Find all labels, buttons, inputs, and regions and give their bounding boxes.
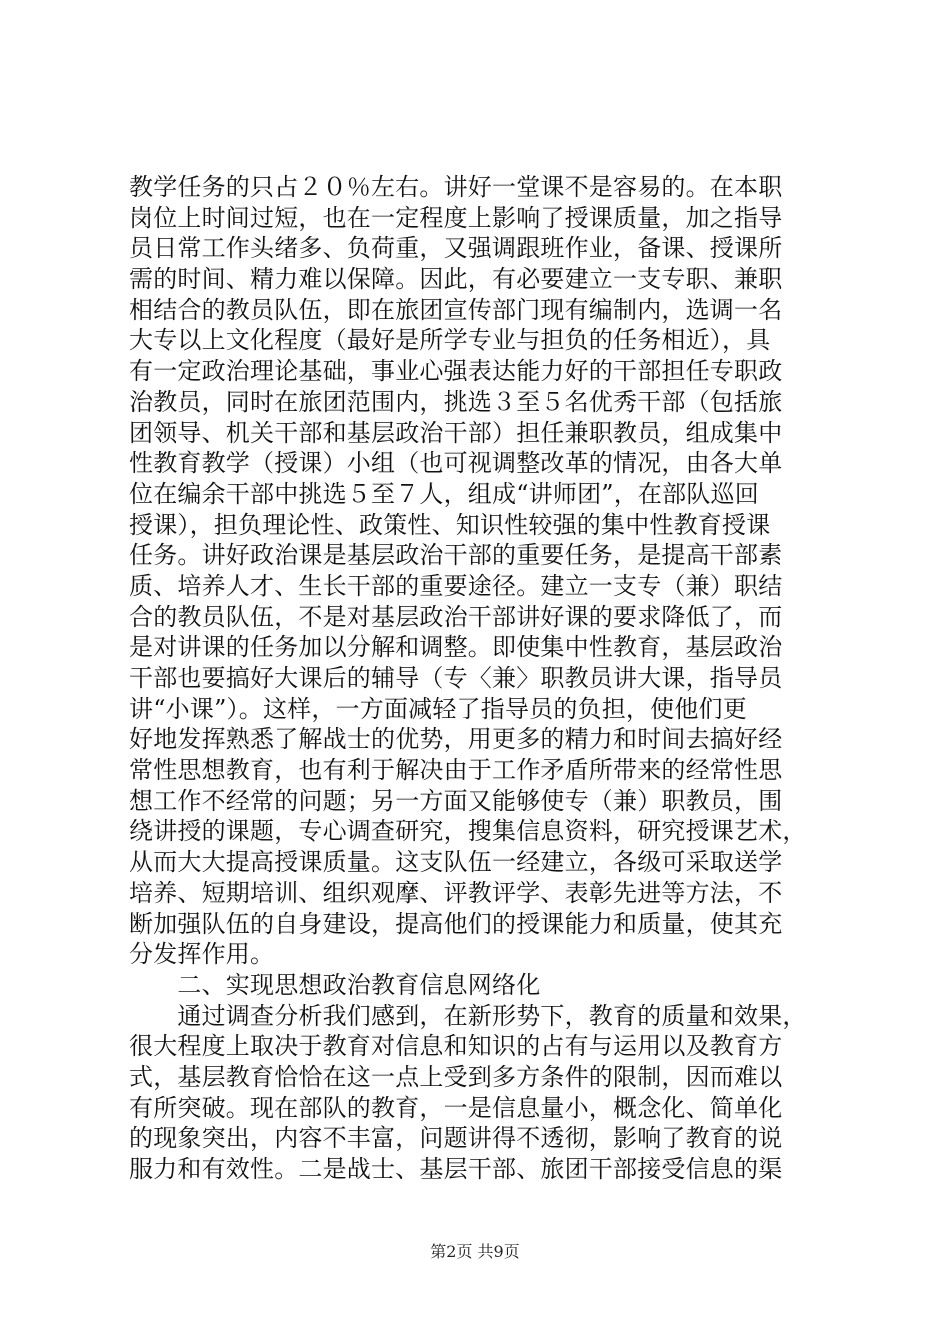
text-line: 相结合的教员队伍，即在旅团宣传部门现有编制内，选调一名 xyxy=(129,295,783,324)
text-line: 岗位上时间过短，也在一定程度上影响了授课质量，加之指导 xyxy=(129,203,783,232)
text-line: 想工作不经常的问题；另一方面又能够使专（兼）职教员，围 xyxy=(129,786,783,815)
page-footer: 第2页 共9页 xyxy=(430,1242,520,1261)
text-line: 常性思想教育，也有利于解决由于工作矛盾所带来的经常性思 xyxy=(129,756,783,785)
text-line: 需的时间、精力难以保障。因此，有必要建立一支专职、兼职 xyxy=(129,265,783,294)
text-line: 性教育教学（授课）小组（也可视调整改革的情况，由各大单 xyxy=(129,449,783,478)
text-line: 断加强队伍的自身建设，提高他们的授课能力和质量，使其充 xyxy=(129,909,783,938)
text-line: 有所突破。现在部队的教育，一是信息量小，概念化、简单化 xyxy=(129,1093,783,1122)
text-line: 合的教员队伍，不是对基层政治干部讲好课的要求降低了，而 xyxy=(129,602,783,631)
text-line: 绕讲授的课题，专心调查研究，搜集信息资料，研究授课艺术， xyxy=(129,817,807,846)
text-line: 从而大大提高授课质量。这支队伍一经建立，各级可采取送学 xyxy=(129,848,783,877)
text-line: 通过调查分析我们感到，在新形势下，教育的质量和效果， xyxy=(129,1001,807,1030)
text-line: 式，基层教育恰恰在这一点上受到多方条件的限制，因而难以 xyxy=(129,1062,783,1091)
text-line: 服力和有效性。二是战士、基层干部、旅团干部接受信息的渠 xyxy=(129,1155,783,1183)
body-text xyxy=(129,172,829,1185)
text-line: 任务。讲好政治课是基层政治干部的重要任务，是提高干部素 xyxy=(129,541,783,570)
text-line: 教学任务的只占２０％左右。讲好一堂课不是容易的。在本职 xyxy=(129,173,783,201)
text-line: 有一定政治理论基础，事业心强表达能力好的干部担任专职政 xyxy=(129,357,783,386)
text-line: 位在编余干部中挑选５至７人，组成“讲师团”，在部队巡回 xyxy=(129,479,759,508)
text-line: 大专以上文化程度（最好是所学专业与担负的任务相近），具 xyxy=(129,326,771,355)
text-line: 很大程度上取决于教育对信息和知识的占有与运用以及教育方 xyxy=(129,1032,783,1061)
text-line: 的现象突出，内容不丰富，问题讲得不透彻，影响了教育的说 xyxy=(129,1124,783,1153)
text-line: 培养、短期培训、组织观摩、评教评学、表彰先进等方法，不 xyxy=(129,878,783,907)
text-line: 授课），担负理论性、政策性、知识性较强的集中性教育授课 xyxy=(129,510,771,539)
text-line: 讲“小课”）。这样，一方面减轻了指导员的负担，使他们更 xyxy=(129,694,747,723)
text-line: 二、实现思想政治教育信息网络化 xyxy=(129,970,541,999)
text-line: 治教员，同时在旅团范围内，挑选３至５名优秀干部（包括旅 xyxy=(129,387,783,416)
text-line: 是对讲课的任务加以分解和调整。即使集中性教育，基层政治 xyxy=(129,633,783,662)
text-line: 好地发挥熟悉了解战士的优势，用更多的精力和时间去搞好经 xyxy=(129,725,783,754)
text-line: 员日常工作头绪多、负荷重，又强调跟班作业，备课、授课所 xyxy=(129,234,783,263)
text-line: 干部也要搞好大课后的辅导（专〈兼〉职教员讲大课，指导员 xyxy=(129,664,783,692)
text-line: 团领导、机关干部和基层政治干部）担任兼职教员，组成集中 xyxy=(129,418,783,447)
text-line: 分发挥作用。 xyxy=(129,940,275,969)
text-line: 质、培养人才、生长干部的重要途径。建立一支专（兼）职结 xyxy=(129,571,783,600)
